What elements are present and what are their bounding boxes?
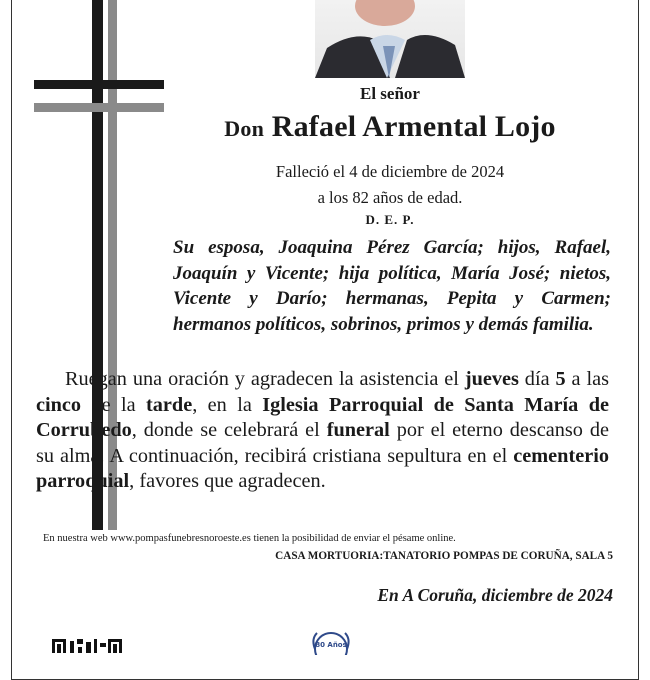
death-date: Falleció el 4 de diciembre de 2024 [275, 162, 505, 181]
ceremony-request: Ruegan una oración y agradecen la asistencia el jueves día 5 a las cinco de la tarde, en la Iglesia Parroquial de Santa María de Corrubedo, donde se celebrará el funeral por el eterno descanso de su alma. A continuación, recibirá cristiana sepultura en el cementerio parroquial, favores que agradecen. [36, 368, 609, 492]
anniversary-seal-icon [307, 625, 355, 655]
age-text: a los 82 años de edad. [317, 188, 463, 207]
seal-text: 80 Años [315, 641, 347, 649]
deceased-photo [315, 0, 465, 78]
website-link[interactable]: www.pompasfunebresnoroeste.es [110, 533, 251, 544]
name-text: Rafael Armental Lojo [271, 110, 556, 143]
intro-text: El señor [360, 84, 420, 103]
family-list: Su esposa, Joaquina Pérez García; hijos, Rafael, Joaquín y Vicente; hija política, María José; nietos, Vicente y Darío; hermanas, Pepita y Carmen; hermanos políticos, sobrinos, primos y demás familia. [173, 237, 611, 335]
funeral-home: CASA MORTUORIA:TANATORIO POMPAS DE CORUÑA, SALA 5 [275, 550, 613, 562]
deceased-name [170, 110, 610, 144]
place-date: En A Coruña, diciembre de 2024 [377, 585, 613, 605]
name-prefix: Don [224, 116, 265, 141]
web-note: En nuestra web www.pompasfunebresnoroeste.es tienen la posibilidad de enviar el pésame online. [43, 533, 456, 544]
rip-text: D. E. P. [365, 212, 415, 227]
qr-code-icon [52, 639, 122, 653]
